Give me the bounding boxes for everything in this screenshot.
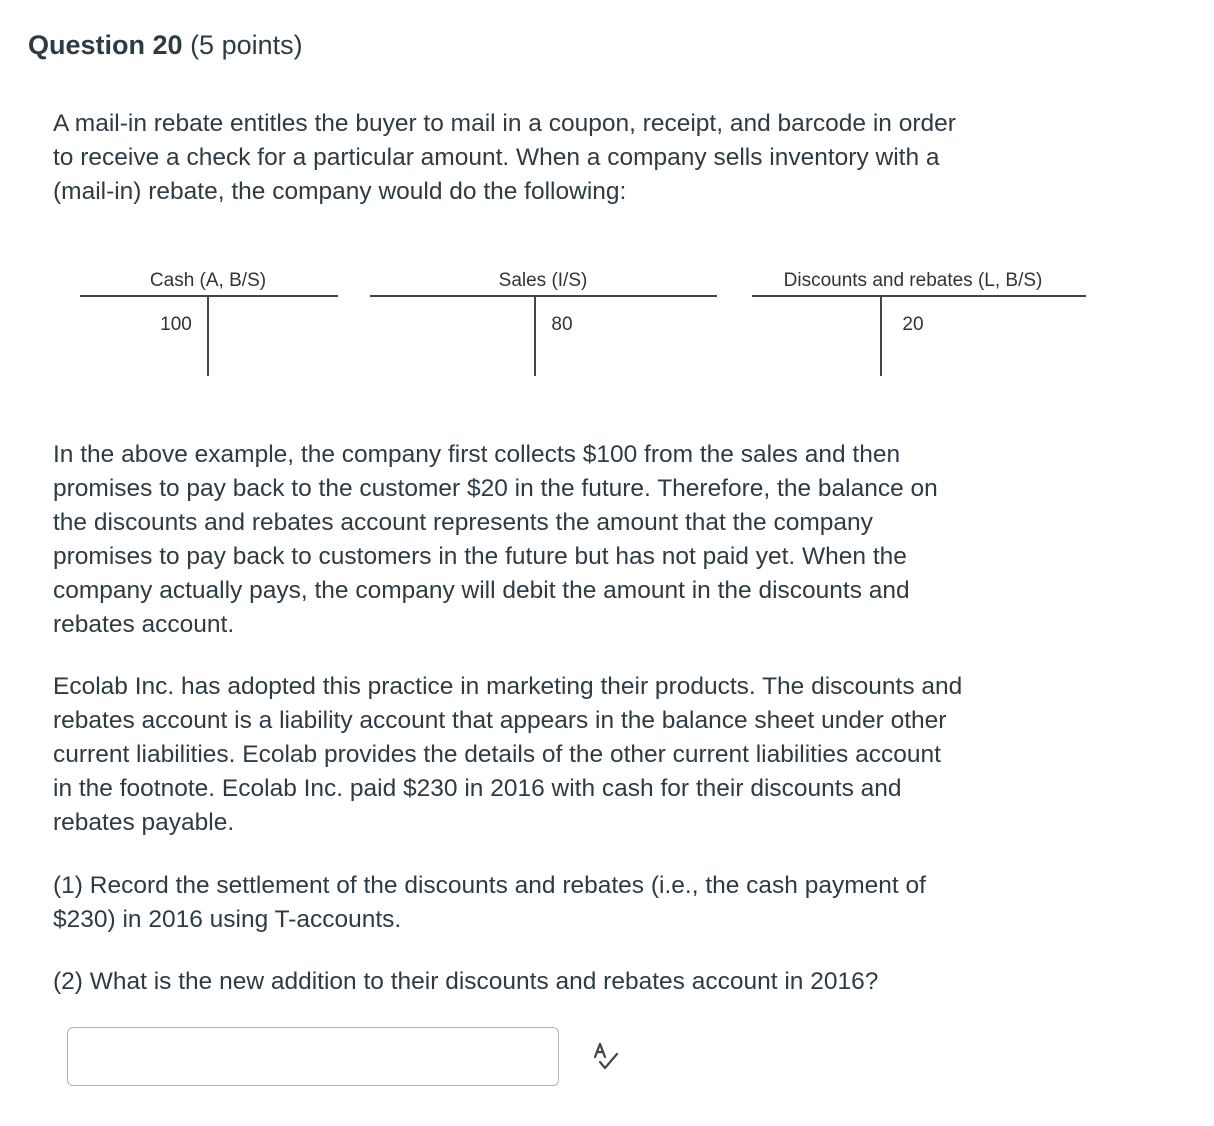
text-line: rebates payable. (53, 809, 235, 836)
text-line: current liabilities. Ecolab provides the details of the other current liabilities account (53, 741, 941, 768)
t-account-vline (534, 296, 536, 376)
t-account-title: Sales (I/S) (498, 270, 588, 291)
text-line: A mail-in rebate entitles the buyer to mail in a coupon, receipt, and barcode in order (53, 110, 956, 137)
text-line: promises to pay back to the customer $20 in the future. Therefore, the balance on (53, 475, 938, 502)
text-line: Ecolab Inc. has adopted this practice in marketing their products. The discounts and (53, 673, 963, 700)
t-account-title: Cash (A, B/S) (149, 270, 267, 291)
text-line: the discounts and rebates account represents the amount that the company (53, 509, 873, 536)
t-account-credit: 20 (902, 314, 924, 335)
t-account-hline (370, 295, 717, 297)
text-line: In the above example, the company first collects $100 from the sales and then (53, 441, 901, 468)
t-account-hline (80, 295, 338, 297)
text-line: rebates account. (53, 611, 235, 638)
text-line: $230) in 2016 using T-accounts. (53, 906, 402, 933)
text-line: in the footnote. Ecolab Inc. paid $230 in 2016 with cash for their discounts and (53, 775, 902, 802)
question-points: (5 points) (190, 30, 303, 60)
spellcheck-icon[interactable] (590, 1040, 622, 1072)
text-line: (2) What is the new addition to their discounts and rebates account in 2016? (53, 968, 879, 995)
t-account-hline (752, 295, 1086, 297)
text-line: promises to pay back to customers in the future but has not paid yet. When the (53, 543, 907, 570)
t-account-vline (207, 296, 209, 376)
question-part-2 (53, 965, 878, 999)
paragraph-intro (53, 107, 956, 209)
t-account-credit: 80 (551, 314, 573, 335)
text-line: to receive a check for a particular amount. When a company sells inventory with a (53, 144, 940, 171)
text-line: rebates account is a liability account that appears in the balance sheet under other (53, 707, 947, 734)
answer-input[interactable] (67, 1027, 559, 1086)
text-line: (1) Record the settlement of the discounts and rebates (i.e., the cash payment of (53, 872, 926, 899)
question-number: Question 20 (28, 30, 183, 60)
paragraph-example (53, 438, 938, 642)
question-part-1 (53, 869, 926, 937)
text-line: (mail-in) rebate, the company would do the following: (53, 178, 627, 205)
text-line: company actually pays, the company will debit the amount in the discounts and (53, 577, 910, 604)
t-account-debit: 100 (160, 314, 192, 335)
t-account-title: Discounts and rebates (L, B/S) (783, 270, 1043, 291)
paragraph-ecolab (53, 670, 962, 840)
question-title (28, 30, 303, 61)
t-account-vline (880, 296, 882, 376)
